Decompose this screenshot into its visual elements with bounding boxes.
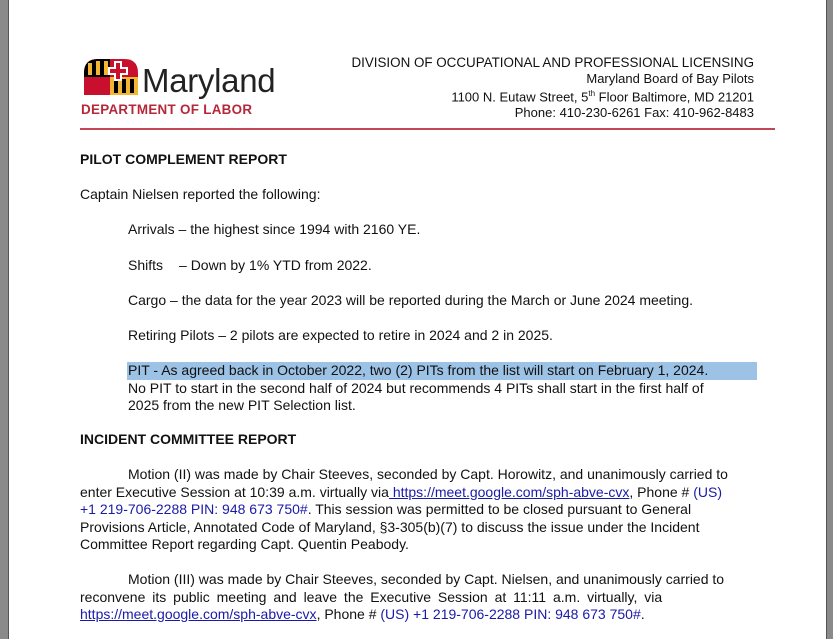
letterhead-address	[351, 55, 754, 121]
board-name: Maryland Board of Bay Pilots	[586, 70, 754, 86]
pilot-complement-heading: PILOT COMPLEMENT REPORT	[80, 151, 287, 167]
cargo-item: Cargo – the data for the year 2023 will be reported during the March or June 2024 meeting.	[128, 292, 694, 308]
maryland-flag-icon	[80, 55, 140, 99]
phone-us-1[interactable]: (US)	[693, 483, 722, 500]
pit-highlighted-line[interactable]: PIT - As agreed back in October 2022, two (2) PITs from the list will start on February 1, 2024.	[127, 362, 757, 380]
agency-name: DIVISION OF OCCUPATIONAL AND PROFESSIONAL LICENSING	[351, 55, 754, 70]
phone-number-2[interactable]: (US) +1 219-706-2288 PIN: 948 673 750#	[380, 606, 641, 622]
street-address: 1100 N. Eutaw Street, 5th Floor Baltimore, MD 21201	[451, 89, 754, 105]
retiring-pilots-item: Retiring Pilots – 2 pilots are expected to retire in 2024 and 2 in 2025.	[128, 327, 553, 343]
maryland-dept-labor-logo	[80, 55, 310, 125]
pilot-report-intro: Captain Nielsen reported the following:	[80, 186, 321, 202]
header-divider	[80, 128, 775, 130]
document-page	[8, 0, 827, 639]
incident-committee-heading: INCIDENT COMMITTEE REPORT	[80, 431, 297, 447]
shifts-item: Shifts – Down by 1% YTD from 2022.	[128, 257, 372, 273]
motion-ii-paragraph: Motion (II) was made by Chair Steeves, seconded by Capt. Horowitz, and unanimously carried to enter Executive Session at 10:39 a.m. virtually via https://meet.google.com/sph-abve-cvx, Phone # (US) +1 219-706-2288 PIN: 948 673 750#. This session was permitted to be closed pursuant to General Provisions Article, Annotated Code of Maryland, §3-305(b)(7) to discuss the issue under the Incident Committee Report regarding Capt. Quentin Peabody.	[80, 466, 728, 552]
motion-iii-paragraph: Motion (III) was made by Chair Steeves, seconded by Capt. Nielsen, and unanimously carried to reconvene its public meeting and leave the Executive Session at 11:11 a.m. virtually, via https://meet.google.com/sph-abve-cvx, Phone # (US) +1 219-706-2288 PIN: 948 673 750#.	[80, 571, 725, 622]
logo-department: DEPARTMENT OF LABOR	[81, 102, 253, 117]
phone-fax: Phone: 410-230-6261 Fax: 410-962-8483	[514, 105, 754, 121]
phone-number-1[interactable]: +1 219-706-2288 PIN: 948 673 750#	[80, 501, 308, 517]
logo-wordmark: Maryland	[142, 62, 276, 99]
meet-link-1[interactable]: https://meet.google.com/sph-abve-cvx	[388, 483, 630, 500]
meet-link-2[interactable]: https://meet.google.com/sph-abve-cvx	[80, 606, 317, 622]
arrivals-item: Arrivals – the highest since 1994 with 2160 YE.	[128, 221, 421, 237]
pit-item: PIT - As agreed back in October 2022, two (2) PITs from the list will start on February 1, 2024. No PIT to start in the second half of 2024 but recommends 4 PITs shall start in the first half of 2025 from the new PIT Selection list.	[128, 362, 753, 415]
